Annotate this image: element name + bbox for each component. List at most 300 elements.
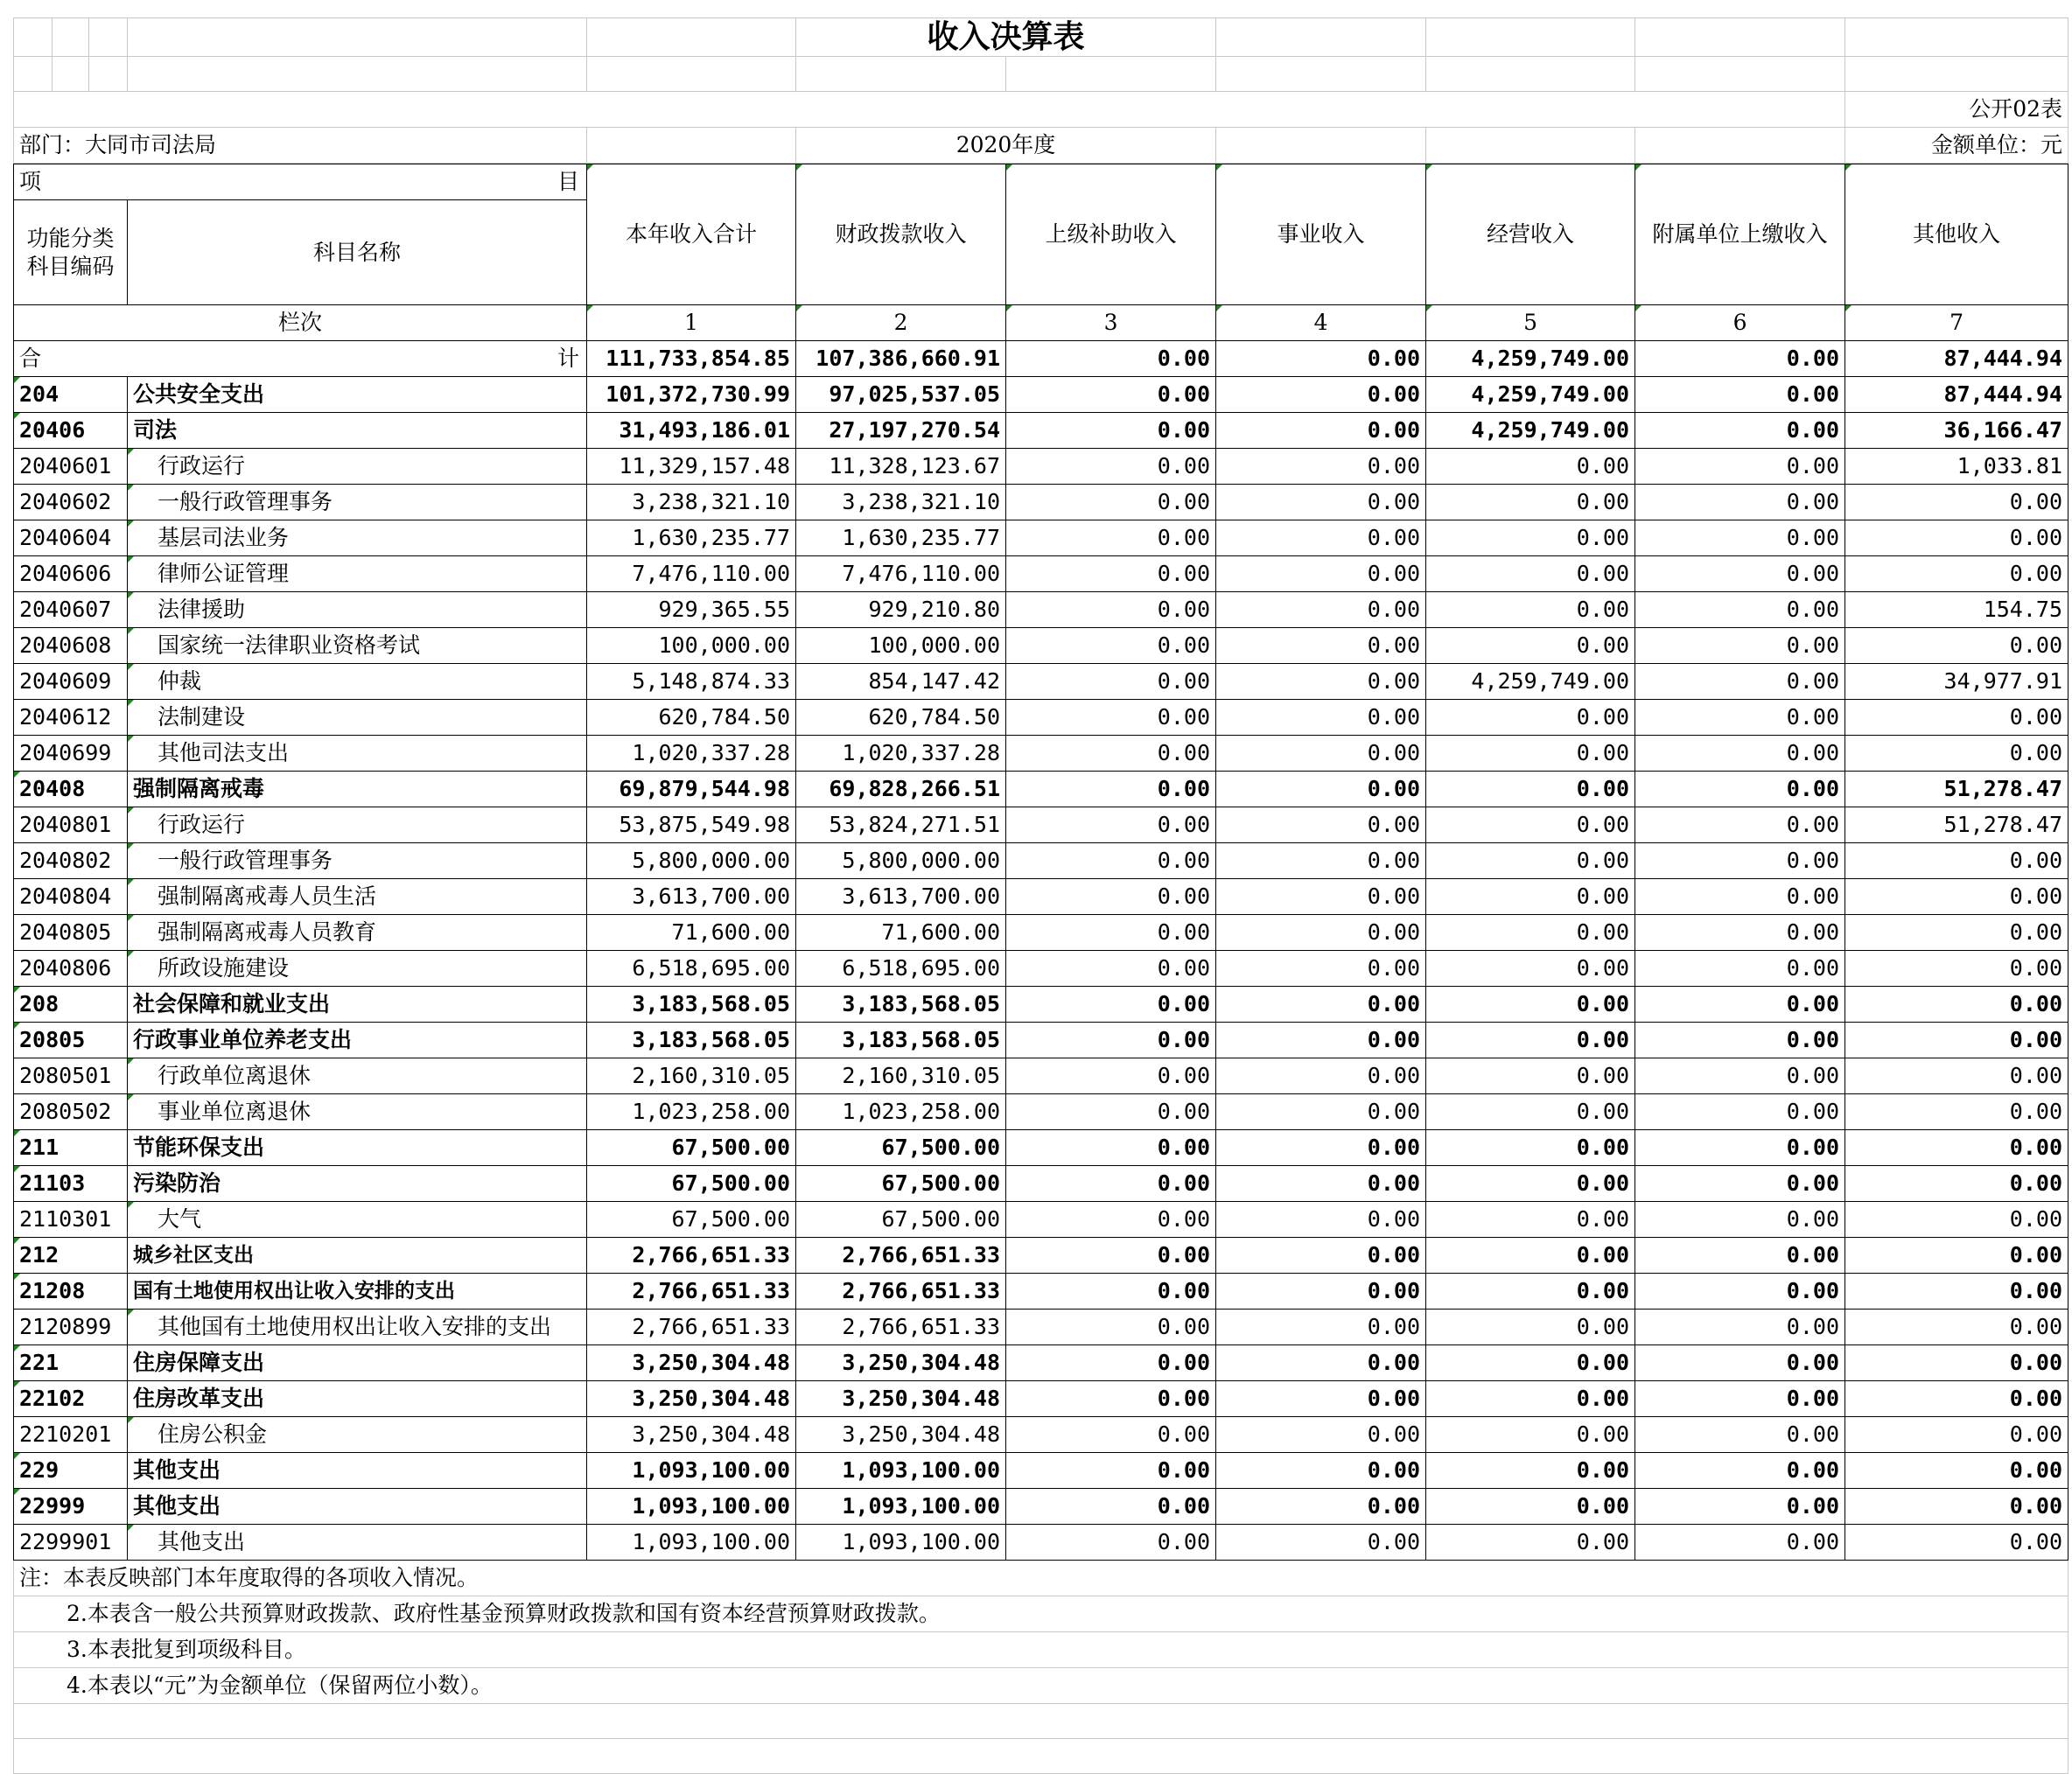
amount-cell: 0.00 [1635,1345,1845,1381]
table-row [14,915,2068,951]
total-value: 0.00 [1216,341,1426,377]
table-row [14,807,2068,843]
amount-cell: 0.00 [1635,556,1845,592]
subject-code: 2040608 [14,628,128,664]
amount-cell: 0.00 [1635,520,1845,556]
subject-name: 大气 [128,1202,587,1238]
amount-cell: 0.00 [1216,879,1426,915]
amount-cell: 5,148,874.33 [587,664,796,700]
amount-cell: 0.00 [1845,1274,2068,1310]
item-header-right: 目 [557,169,580,194]
amount-cell: 0.00 [1635,628,1845,664]
amount-cell: 0.00 [1426,1238,1635,1274]
amount-cell: 67,500.00 [796,1202,1006,1238]
amount-cell: 0.00 [1635,413,1845,449]
amount-cell: 0.00 [1845,1489,2068,1525]
amount-cell: 0.00 [1426,1023,1635,1058]
amount-cell: 3,183,568.05 [796,987,1006,1023]
total-value: 0.00 [1635,341,1845,377]
table-row [14,736,2068,772]
amount-cell: 1,630,235.77 [587,520,796,556]
amount-cell: 929,365.55 [587,592,796,628]
amount-cell: 0.00 [1006,772,1216,807]
amount-cell: 1,020,337.28 [587,736,796,772]
amount-cell: 0.00 [1216,1525,1426,1561]
amount-cell: 0.00 [1845,1417,2068,1453]
amount-cell: 0.00 [1845,1166,2068,1202]
table-row [14,413,2068,449]
subject-code: 204 [14,377,128,413]
amount-cell: 0.00 [1845,1023,2068,1058]
amount-cell: 0.00 [1426,1058,1635,1094]
amount-cell: 0.00 [1426,449,1635,485]
amount-cell: 1,023,258.00 [587,1094,796,1130]
department-label: 部门：大同市司法局 [14,128,587,164]
amount-cell: 0.00 [1006,592,1216,628]
code-column-header: 功能分类科目编码 [14,200,128,305]
amount-cell: 0.00 [1216,664,1426,700]
amount-cell: 100,000.00 [796,628,1006,664]
col-header-7: 其他收入 [1845,164,2068,305]
amount-cell: 4,259,749.00 [1426,664,1635,700]
subject-code: 212 [14,1238,128,1274]
table-row [14,377,2068,413]
table-row [14,1274,2068,1310]
amount-cell: 0.00 [1635,700,1845,736]
amount-cell: 620,784.50 [587,700,796,736]
amount-cell: 0.00 [1216,736,1426,772]
amount-cell: 0.00 [1006,1310,1216,1345]
table-row [14,700,2068,736]
table-row [14,772,2068,807]
note-line: 4.本表以“元”为金额单位（保留两位小数）。 [14,1668,2068,1704]
amount-cell: 0.00 [1006,664,1216,700]
amount-cell: 1,093,100.00 [796,1525,1006,1561]
subject-name: 社会保障和就业支出 [128,987,587,1023]
amount-cell: 0.00 [1845,915,2068,951]
subject-code: 21208 [14,1274,128,1310]
total-value: 111,733,854.85 [587,341,796,377]
amount-cell: 0.00 [1635,1202,1845,1238]
amount-cell: 0.00 [1635,1238,1845,1274]
amount-cell: 0.00 [1216,1238,1426,1274]
subject-name: 法律援助 [128,592,587,628]
amount-cell: 0.00 [1216,1058,1426,1094]
subject-code: 2080502 [14,1094,128,1130]
amount-cell: 3,183,568.05 [587,987,796,1023]
amount-cell: 0.00 [1006,1381,1216,1417]
amount-cell: 0.00 [1426,1525,1635,1561]
subject-code: 22999 [14,1489,128,1525]
amount-cell: 1,093,100.00 [587,1525,796,1561]
amount-cell: 0.00 [1426,520,1635,556]
amount-cell: 0.00 [1216,1453,1426,1489]
amount-cell: 36,166.47 [1845,413,2068,449]
amount-cell: 11,329,157.48 [587,449,796,485]
table-row [14,1130,2068,1166]
total-value: 4,259,749.00 [1426,341,1635,377]
amount-cell: 3,250,304.48 [587,1345,796,1381]
amount-cell: 0.00 [1006,556,1216,592]
amount-cell: 0.00 [1845,1345,2068,1381]
col-number: 1 [587,305,796,341]
amount-cell: 0.00 [1216,1345,1426,1381]
amount-cell: 101,372,730.99 [587,377,796,413]
subject-name: 所政设施建设 [128,951,587,987]
subject-name: 强制隔离戒毒人员教育 [128,915,587,951]
col-header-5: 经营收入 [1426,164,1635,305]
amount-cell: 0.00 [1426,772,1635,807]
amount-cell: 1,093,100.00 [587,1453,796,1489]
amount-cell: 0.00 [1845,1381,2068,1417]
amount-cell: 0.00 [1216,592,1426,628]
amount-cell: 0.00 [1845,879,2068,915]
amount-cell: 1,020,337.28 [796,736,1006,772]
amount-cell: 0.00 [1216,413,1426,449]
col-header-4: 事业收入 [1216,164,1426,305]
amount-cell: 0.00 [1216,628,1426,664]
subject-code: 2040802 [14,843,128,879]
amount-cell: 620,784.50 [796,700,1006,736]
amount-cell: 3,250,304.48 [587,1417,796,1453]
amount-cell: 0.00 [1635,1274,1845,1310]
amount-cell: 0.00 [1006,915,1216,951]
amount-cell: 0.00 [1006,951,1216,987]
amount-cell: 0.00 [1635,1058,1845,1094]
subject-code: 2040609 [14,664,128,700]
col-number: 4 [1216,305,1426,341]
amount-cell: 0.00 [1845,556,2068,592]
subject-code: 2080501 [14,1058,128,1094]
total-value: 107,386,660.91 [796,341,1006,377]
subject-name: 一般行政管理事务 [128,843,587,879]
subject-name: 行政单位离退休 [128,1058,587,1094]
subject-name: 强制隔离戒毒人员生活 [128,879,587,915]
income-table [13,164,2068,1561]
amount-cell: 0.00 [1845,1202,2068,1238]
amount-cell: 0.00 [1216,520,1426,556]
amount-cell: 0.00 [1006,485,1216,520]
amount-cell: 0.00 [1426,700,1635,736]
amount-cell: 0.00 [1635,1417,1845,1453]
amount-cell: 0.00 [1426,1381,1635,1417]
subject-name: 住房保障支出 [128,1345,587,1381]
amount-cell: 3,183,568.05 [796,1023,1006,1058]
amount-cell: 0.00 [1426,736,1635,772]
amount-cell: 0.00 [1635,449,1845,485]
amount-cell: 51,278.47 [1845,807,2068,843]
amount-cell: 1,093,100.00 [587,1489,796,1525]
amount-cell: 0.00 [1216,1381,1426,1417]
amount-cell: 0.00 [1006,807,1216,843]
amount-cell: 2,766,651.33 [587,1310,796,1345]
amount-cell: 0.00 [1216,1130,1426,1166]
amount-cell: 5,800,000.00 [587,843,796,879]
amount-cell: 2,766,651.33 [796,1274,1006,1310]
item-header-left: 项 [19,169,42,194]
amount-cell: 0.00 [1216,843,1426,879]
amount-cell: 0.00 [1635,1166,1845,1202]
amount-cell: 0.00 [1426,1274,1635,1310]
amount-cell: 0.00 [1426,843,1635,879]
subject-name: 行政事业单位养老支出 [128,1023,587,1058]
table-row [14,1238,2068,1274]
subject-code: 2210201 [14,1417,128,1453]
amount-cell: 4,259,749.00 [1426,377,1635,413]
amount-cell: 0.00 [1006,449,1216,485]
amount-cell: 0.00 [1006,987,1216,1023]
amount-cell: 67,500.00 [796,1130,1006,1166]
amount-cell: 3,238,321.10 [796,485,1006,520]
amount-cell: 0.00 [1216,1489,1426,1525]
subject-code: 2040606 [14,556,128,592]
amount-cell: 2,160,310.05 [587,1058,796,1094]
total-label-left: 合 [19,346,42,371]
col-header-1: 本年收入合计 [587,164,796,305]
subject-name: 强制隔离戒毒 [128,772,587,807]
subject-name: 律师公证管理 [128,556,587,592]
amount-cell: 0.00 [1845,700,2068,736]
table-row [14,987,2068,1023]
subject-code: 2040805 [14,915,128,951]
amount-cell: 0.00 [1635,1023,1845,1058]
amount-cell: 0.00 [1845,736,2068,772]
amount-cell: 0.00 [1006,1023,1216,1058]
amount-cell: 0.00 [1216,1166,1426,1202]
amount-cell: 71,600.00 [587,915,796,951]
subject-name: 一般行政管理事务 [128,485,587,520]
amount-cell: 51,278.47 [1845,772,2068,807]
amount-cell: 0.00 [1635,485,1845,520]
amount-cell: 1,630,235.77 [796,520,1006,556]
amount-cell: 0.00 [1426,628,1635,664]
amount-cell: 0.00 [1426,1202,1635,1238]
amount-cell: 87,444.94 [1845,377,2068,413]
amount-cell: 53,875,549.98 [587,807,796,843]
fiscal-year: 2020年度 [796,128,1216,164]
amount-cell: 0.00 [1216,1274,1426,1310]
amount-cell: 0.00 [1635,1094,1845,1130]
subject-name: 其他支出 [128,1525,587,1561]
amount-cell: 69,879,544.98 [587,772,796,807]
amount-cell: 0.00 [1216,1417,1426,1453]
amount-cell: 3,250,304.48 [587,1381,796,1417]
subject-code: 2040801 [14,807,128,843]
subject-code: 211 [14,1130,128,1166]
amount-cell: 0.00 [1006,1094,1216,1130]
amount-cell: 0.00 [1635,736,1845,772]
amount-cell: 0.00 [1426,1094,1635,1130]
amount-cell: 0.00 [1006,1238,1216,1274]
amount-cell: 67,500.00 [796,1166,1006,1202]
subject-name: 法制建设 [128,700,587,736]
amount-cell: 97,025,537.05 [796,377,1006,413]
amount-cell: 0.00 [1845,1453,2068,1489]
subject-code: 2299901 [14,1525,128,1561]
spreadsheet [13,17,2068,1697]
amount-cell: 0.00 [1216,1023,1426,1058]
subject-name: 污染防治 [128,1166,587,1202]
amount-cell: 4,259,749.00 [1426,413,1635,449]
amount-cell: 0.00 [1845,628,2068,664]
amount-cell: 0.00 [1426,1417,1635,1453]
amount-cell: 929,210.80 [796,592,1006,628]
subject-code: 2040607 [14,592,128,628]
subject-code: 20408 [14,772,128,807]
subject-name: 司法 [128,413,587,449]
table-row [14,1345,2068,1381]
amount-cell: 854,147.42 [796,664,1006,700]
subject-name: 其他司法支出 [128,736,587,772]
amount-cell: 2,766,651.33 [796,1310,1006,1345]
subject-name: 其他国有土地使用权出让收入安排的支出 [128,1310,587,1345]
amount-cell: 0.00 [1635,951,1845,987]
note-line: 注：本表反映部门本年度取得的各项收入情况。 [14,1561,2068,1596]
col-header-3: 上级补助收入 [1006,164,1216,305]
amount-cell: 0.00 [1216,556,1426,592]
amount-cell: 3,238,321.10 [587,485,796,520]
amount-cell: 0.00 [1006,628,1216,664]
table-row [14,1453,2068,1489]
table-row [14,449,2068,485]
subject-name: 事业单位离退休 [128,1094,587,1130]
amount-cell: 1,093,100.00 [796,1453,1006,1489]
amount-cell: 0.00 [1216,377,1426,413]
table-row [14,951,2068,987]
total-label-right: 计 [557,346,580,371]
amount-cell: 3,250,304.48 [796,1345,1006,1381]
form-number: 公开02表 [1845,92,2068,128]
amount-cell: 0.00 [1426,879,1635,915]
subject-name: 行政运行 [128,449,587,485]
col-number: 6 [1635,305,1845,341]
total-value: 87,444.94 [1845,341,2068,377]
amount-cell: 0.00 [1426,1489,1635,1525]
notes-area [13,1561,2068,1774]
name-column-header: 科目名称 [128,200,587,305]
amount-cell: 7,476,110.00 [796,556,1006,592]
amount-cell: 0.00 [1006,1525,1216,1561]
table-row [14,1094,2068,1130]
col-number: 7 [1845,305,2068,341]
table-row [14,1202,2068,1238]
top-area [13,17,2068,164]
subject-code: 2040806 [14,951,128,987]
subject-code: 20805 [14,1023,128,1058]
amount-cell: 0.00 [1426,807,1635,843]
amount-cell: 0.00 [1635,1130,1845,1166]
amount-cell: 0.00 [1006,700,1216,736]
amount-cell: 0.00 [1006,1345,1216,1381]
amount-cell: 0.00 [1006,736,1216,772]
amount-cell: 0.00 [1426,987,1635,1023]
table-row [14,1381,2068,1417]
amount-cell: 0.00 [1216,485,1426,520]
amount-cell: 0.00 [1216,1094,1426,1130]
subject-name: 节能环保支出 [128,1130,587,1166]
amount-cell: 0.00 [1635,1453,1845,1489]
table-row [14,485,2068,520]
subject-code: 208 [14,987,128,1023]
amount-cell: 0.00 [1006,1202,1216,1238]
amount-cell: 0.00 [1845,987,2068,1023]
amount-cell: 2,160,310.05 [796,1058,1006,1094]
amount-cell: 0.00 [1845,1238,2068,1274]
amount-cell: 0.00 [1006,879,1216,915]
amount-cell: 0.00 [1635,879,1845,915]
amount-cell: 1,033.81 [1845,449,2068,485]
amount-cell: 0.00 [1216,915,1426,951]
amount-cell: 0.00 [1216,951,1426,987]
amount-cell: 0.00 [1006,377,1216,413]
amount-cell: 0.00 [1216,807,1426,843]
subject-code: 229 [14,1453,128,1489]
amount-cell: 0.00 [1635,1489,1845,1525]
col-number: 3 [1006,305,1216,341]
table-row [14,1023,2068,1058]
page-title: 收入决算表 [796,18,1216,57]
amount-cell: 31,493,186.01 [587,413,796,449]
amount-cell: 3,250,304.48 [796,1381,1006,1417]
amount-cell: 0.00 [1216,449,1426,485]
subject-code: 2040612 [14,700,128,736]
subject-name: 住房改革支出 [128,1381,587,1417]
amount-cell: 53,824,271.51 [796,807,1006,843]
amount-cell: 6,518,695.00 [796,951,1006,987]
total-value: 0.00 [1006,341,1216,377]
amount-cell: 0.00 [1635,807,1845,843]
col-header-2: 财政拨款收入 [796,164,1006,305]
currency-unit: 金额单位：元 [1845,128,2068,164]
table-row [14,1310,2068,1345]
amount-cell: 27,197,270.54 [796,413,1006,449]
amount-cell: 0.00 [1635,1310,1845,1345]
amount-cell: 6,518,695.00 [587,951,796,987]
amount-cell: 154.75 [1845,592,2068,628]
subject-code: 21103 [14,1166,128,1202]
amount-cell: 0.00 [1845,520,2068,556]
amount-cell: 0.00 [1426,915,1635,951]
amount-cell: 0.00 [1006,843,1216,879]
amount-cell: 0.00 [1426,592,1635,628]
amount-cell: 0.00 [1426,556,1635,592]
amount-cell: 0.00 [1006,1274,1216,1310]
subject-code: 221 [14,1345,128,1381]
subject-name: 基层司法业务 [128,520,587,556]
amount-cell: 0.00 [1006,1130,1216,1166]
table-row [14,1058,2068,1094]
amount-cell: 0.00 [1845,951,2068,987]
subject-code: 2120899 [14,1310,128,1345]
amount-cell: 0.00 [1635,843,1845,879]
amount-cell: 0.00 [1635,377,1845,413]
amount-cell: 0.00 [1216,987,1426,1023]
amount-cell: 0.00 [1216,772,1426,807]
amount-cell: 0.00 [1006,1489,1216,1525]
col-number: 2 [796,305,1006,341]
subject-name: 公共安全支出 [128,377,587,413]
subject-name: 城乡社区支出 [128,1238,587,1274]
amount-cell: 67,500.00 [587,1130,796,1166]
table-row [14,520,2068,556]
amount-cell: 0.00 [1635,1381,1845,1417]
col-number: 5 [1426,305,1635,341]
amount-cell: 0.00 [1635,915,1845,951]
amount-cell: 0.00 [1426,1310,1635,1345]
subject-name: 住房公积金 [128,1417,587,1453]
amount-cell: 0.00 [1006,1417,1216,1453]
table-row [14,592,2068,628]
